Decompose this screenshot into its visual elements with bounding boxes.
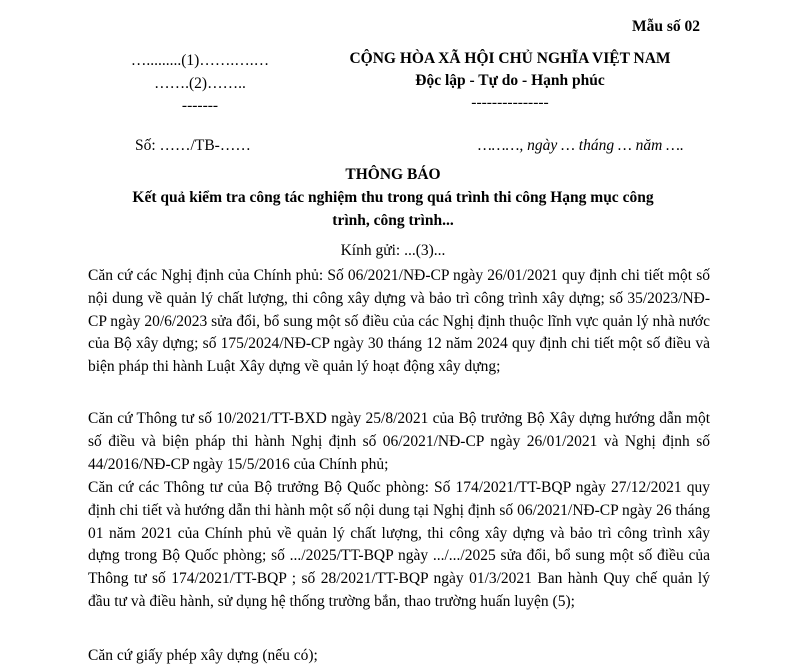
legal-basis-paragraph-circular-bxd: Căn cứ Thông tư số 10/2021/TT-BXD ngày 25/8/2021 của Bộ trưởng Bộ Xây dựng hướng dẫn một số điều và biện pháp thi hành Nghị định số 06/2021/NĐ-CP ngày 26/01/2021 và Nghị định số 44/2016/NĐ-CP ngày 15/5/2016 của Chính phủ; bbox=[88, 410, 710, 473]
legal-basis-paragraph-circulars-bqp: Căn cứ các Thông tư của Bộ trưởng Bộ Quốc phòng: Số 174/2021/TT-BQP ngày 27/12/2021 quy định chi tiết và hướng dẫn thi hành một số nội dung tại Nghị định số 06/2021/NĐ-CP ngày 26 tháng 01 năm 2021 của Chính phủ về quản lý chất lượng, thi công xây dựng và bảo trì công trình xây dựng trong Bộ Quốc phòng; số .../2025/TT-BQP ngày .../.../2025 sửa đổi, bổ sung một số điều của Thông tư số 174/2021/TT-BQP ; số 28/2021/TT-BQP ngày 01/3/2021 Ban hành Quy chế quản lý đầu tư và điều hành, sử dụng hệ thống trường bắn, thao trường huấn luyện (5); bbox=[88, 479, 710, 610]
form-number: Mẫu số 02 bbox=[632, 18, 701, 35]
document-number: Số: ……/TB-…… bbox=[135, 137, 251, 154]
issuing-unit-line: …….(2)…….. bbox=[154, 75, 246, 92]
right-header-divider: --------------- bbox=[471, 94, 549, 111]
issuing-authority-line: ….........(1)…….….… bbox=[130, 52, 270, 69]
legal-basis-paragraph-decrees: Căn cứ các Nghị định của Chính phủ: Số 06/2021/NĐ-CP ngày 26/01/2021 quy định chi tiết một số nội dung về quản lý chất lượng, thi công xây dựng và bảo trì công trình xây dựng; số 35/2023/NĐ-CP ngày 20/6/2023 sửa đổi, bổ sung một số điều của các Nghị định thuộc lĩnh vực quản lý nhà nước của Bộ xây dựng; số 175/2024/NĐ-CP ngày 30 tháng 12 năm 2024 quy định chi tiết một số điều và biện pháp thi hành Luật Xây dựng về quản lý hoạt động xây dựng; bbox=[88, 267, 710, 376]
national-title: CỘNG HÒA XÃ HỘI CHỦ NGHĨA VIỆT NAM bbox=[349, 50, 671, 67]
national-motto: Độc lập - Tự do - Hạnh phúc bbox=[415, 72, 605, 89]
place-date: ………, ngày … tháng … năm …. bbox=[478, 137, 684, 154]
recipient-line: Kính gửi: ...(3)... bbox=[340, 242, 446, 259]
document-subtitle-line2: trình, công trình... bbox=[332, 212, 454, 229]
left-header-divider: ------- bbox=[181, 97, 219, 114]
document-subtitle-line1: Kết quả kiểm tra công tác nghiệm thu trong quá trình thi công Hạng mục công bbox=[132, 189, 654, 206]
legal-basis-paragraph-permit: Căn cứ giấy phép xây dựng (nếu có); bbox=[88, 647, 318, 664]
document-title: THÔNG BÁO bbox=[345, 166, 441, 183]
